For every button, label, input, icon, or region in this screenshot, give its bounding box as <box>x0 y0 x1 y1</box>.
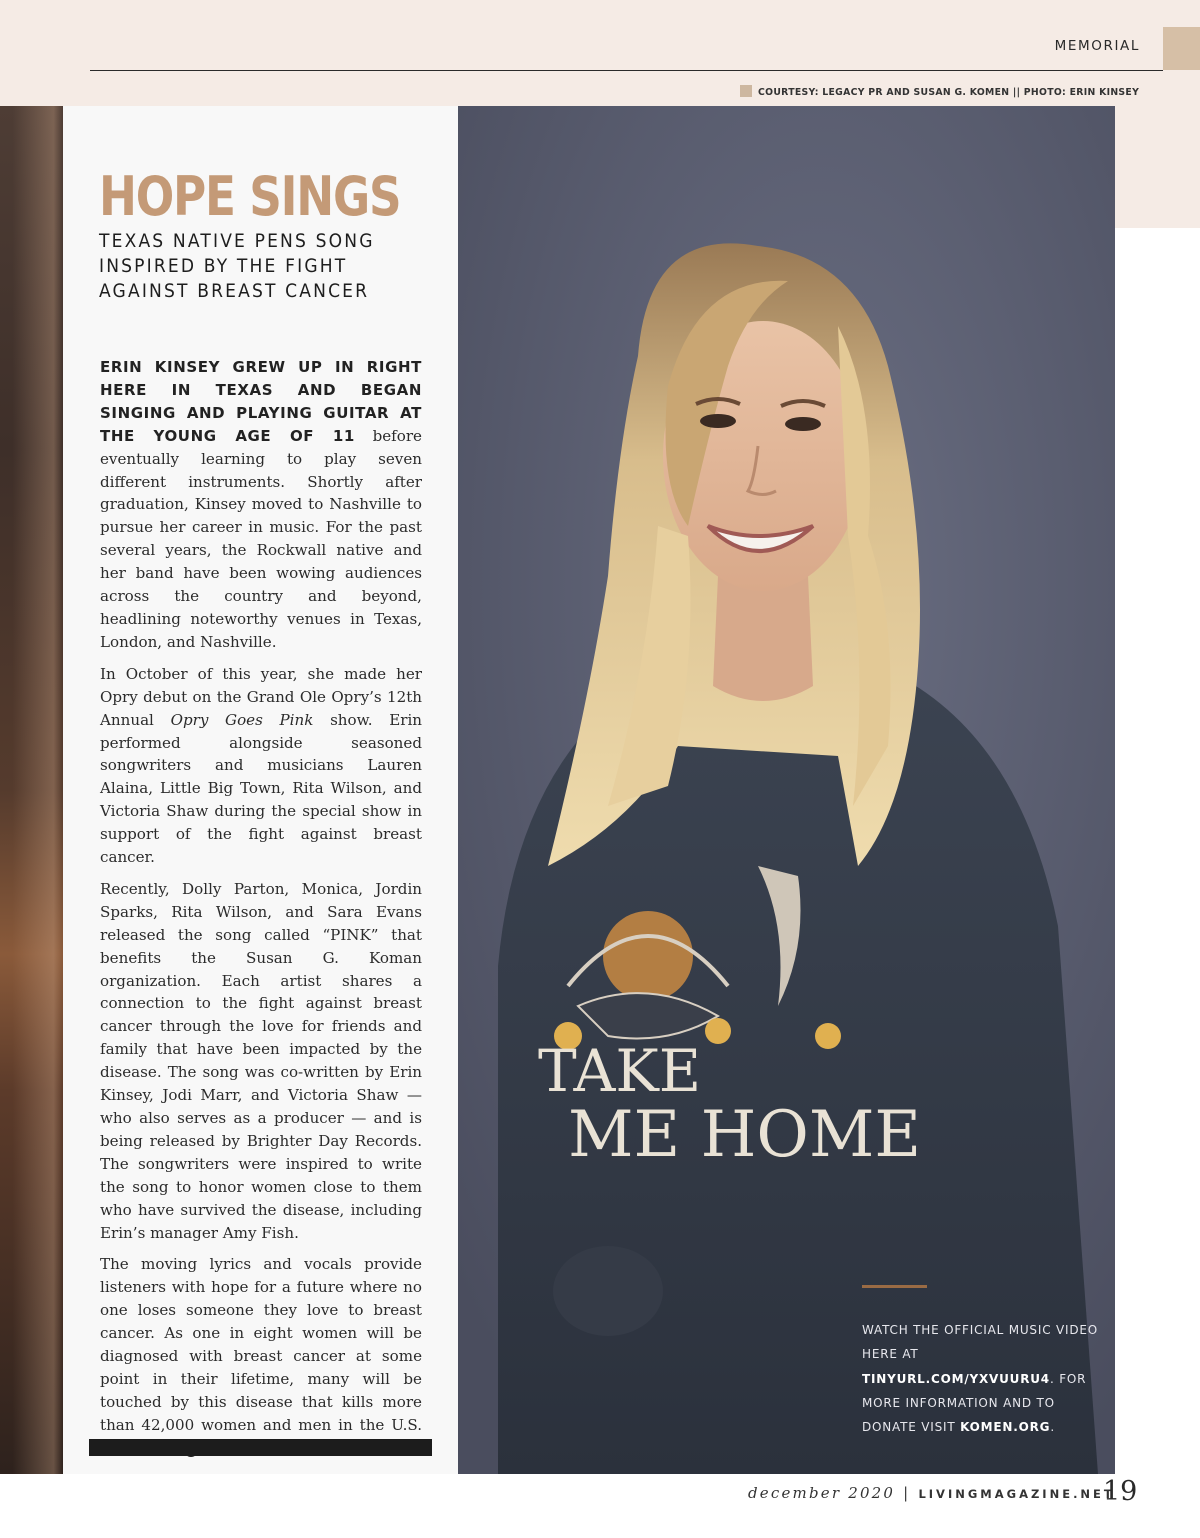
page-number: 19 <box>1103 1476 1138 1507</box>
credit-square-icon <box>740 85 752 97</box>
issue-date: december 2020 <box>748 1484 896 1502</box>
callout-line-1: WATCH THE OFFICIAL MUSIC VIDEO HERE AT <box>862 1323 1098 1362</box>
video-link[interactable]: TINYURL.COM/YXVUURU4 <box>862 1371 1050 1386</box>
paragraph-3: Recently, Dolly Parton, Monica, Jordin Sparks, Rita Wilson, and Sara Evans released the song called “PINK” that benefits the Susan G. Koman organization. Each artist shares a connection to the fight against breast cancer through the love for friends and family that have been impacted by the disease. The song was co-written by Erin Kinsey, Jodi Marr, and Victoria Shaw — who also serves as a producer — and is being released by Brighter Day Records. The songwriters were inspired to write the song to honor women close to them who have survived the disease, including Erin’s manager Amy Fish. <box>100 879 422 1242</box>
callout-line-3: . <box>1050 1420 1055 1435</box>
article-title: HOPE SINGS <box>99 165 401 228</box>
callout-line-2: . FOR MORE INFORMATION AND TO DONATE VISIT <box>862 1371 1087 1435</box>
header-rule <box>90 70 1163 71</box>
section-tab <box>1163 27 1200 70</box>
photo-credit <box>740 85 1140 99</box>
komen-link[interactable]: KOMEN.ORG <box>960 1420 1051 1435</box>
portrait-photo <box>458 106 1115 1474</box>
callout-rule <box>862 1285 927 1288</box>
paragraph-1 <box>100 356 422 654</box>
paragraph-2-text-a: In October of this year, she made her Opry debut on the Grand Ole Opry’s 12th Annual <box>100 664 422 729</box>
header-band-extension <box>1115 106 1200 228</box>
footer <box>748 1484 1115 1508</box>
article-body <box>100 356 422 1469</box>
site-url: LIVINGMAGAZINE.NET <box>918 1487 1115 1501</box>
column-end-bar <box>89 1439 432 1456</box>
article-subtitle: TEXAS NATIVE PENS SONG INSPIRED BY THE FIGHT AGAINST BREAST CANCER <box>99 230 375 302</box>
show-title: Opry Goes Pink <box>170 710 314 729</box>
paragraph-2 <box>100 663 422 869</box>
paragraph-4 <box>100 1253 422 1459</box>
footer-separator: | <box>903 1484 911 1502</box>
left-photo-strip <box>0 106 63 1474</box>
callout-text <box>862 1318 1102 1439</box>
paragraph-2-text-b: show. Erin performed alongside seasoned songwriters and musicians Lauren Alaina, Little Big Town, Rita Wilson, and Victoria Shaw during the special show in support of the fight against breast cancer. <box>100 710 423 867</box>
lead-in: ERIN KINSEY GREW UP IN RIGHT HERE IN TEXAS AND BEGAN SINGING AND PLAYING GUITAR AT THE YOUNG AGE OF 11 <box>100 358 422 445</box>
shirt-print-bottom: ME HOME <box>568 1098 922 1172</box>
shirt-print-top: TAKE <box>538 1037 702 1105</box>
paragraph-1-text: before eventually learning to play seven different instruments. Shortly after graduation, Kinsey moved to Nashville to pursue her career in music. For the past several years, the Rockwall native and her band have been wowing audiences across the country and beyond, headlining noteworthy venues in Texas, London, and Nashville. <box>100 426 422 651</box>
paragraph-4-text: The moving lyrics and vocals provide listeners with hope for a future where no one loses someone they love to breast cancer. As one in eight women will be diagnosed with breast cancer at some point in their lifetime, many will be touched by this disease that kills more than 42,000 women and men in the U.S. <box>100 1255 422 1434</box>
section-label: MEMORIAL <box>1054 38 1140 54</box>
photo-credit-text: COURTESY: LEGACY PR AND SUSAN G. KOMEN || PHOTO: ERIN KINSEY <box>758 87 1140 98</box>
portrait-illustration <box>458 106 1115 1474</box>
